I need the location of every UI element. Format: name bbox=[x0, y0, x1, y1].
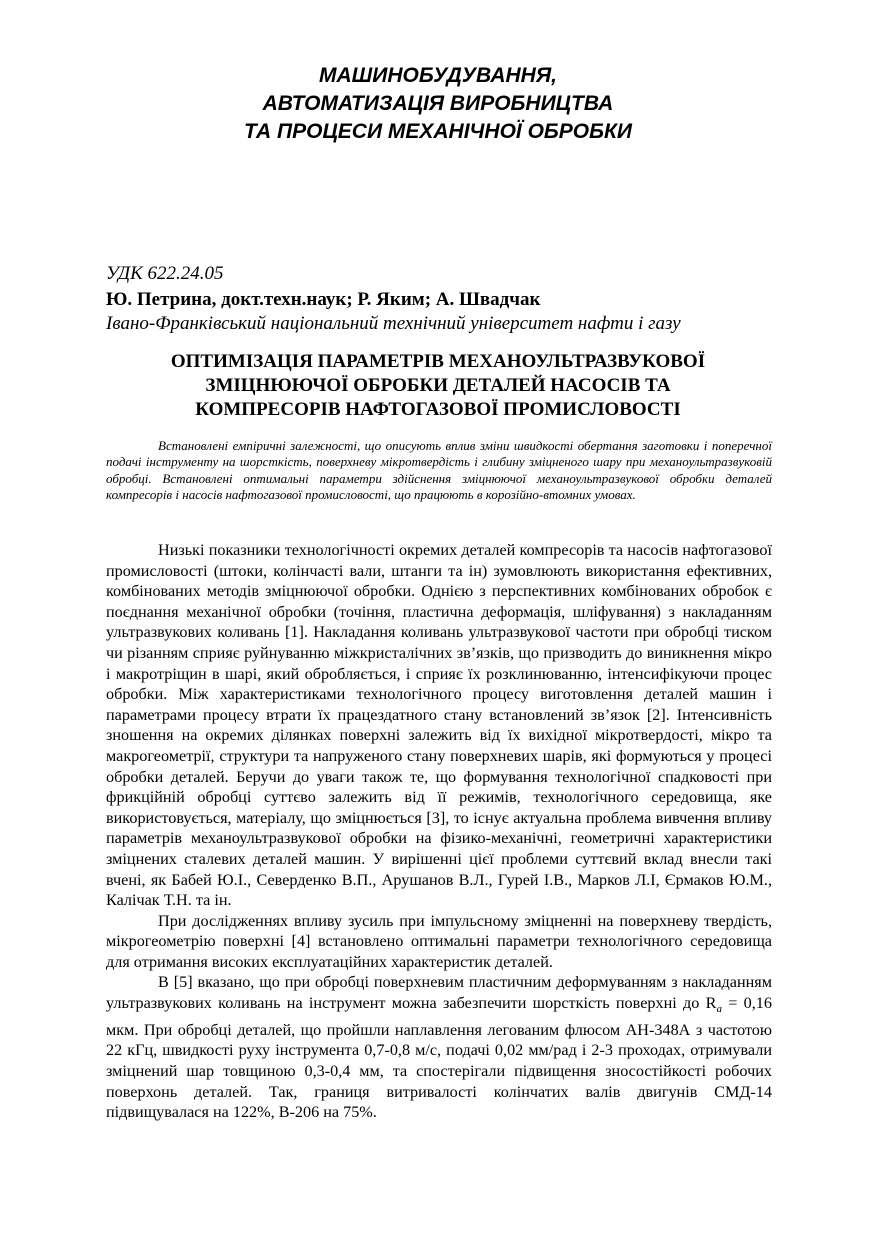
paragraph-3 bbox=[106, 972, 772, 1122]
authors: Ю. Петрина, докт.техн.наук; Р. Яким; А. Швадчак bbox=[106, 289, 541, 310]
paper-title bbox=[0, 350, 876, 422]
section-heading-line: АВТОМАТИЗАЦІЯ ВИРОБНИЦТВА bbox=[262, 92, 614, 115]
section-heading bbox=[0, 62, 876, 146]
paragraph-2: При дослідженнях впливу зусиль при імпульсному зміцненні на поверхневу твердість, мікрогеометрію поверхні [4] встановлено оптимальні параметри технологічного середовища для отримання високих експлуатаційних характеристик деталей. bbox=[106, 911, 772, 971]
body-text bbox=[106, 540, 772, 1123]
paragraph-3-end: = 0,16 мкм. При обробці деталей, що пройшли наплавлення легованим флюсом АН-348А з частотою 22 кГц, швидкості руху інструмента 0,7-0,8 м/с, подачі 0,02 мм/рад і 2-3 проходах, отримували зміцнений шар товщиною 0,3-0,4 мм, та спостерігали підвищення зносостійкості робочих поверхонь деталей. Так, границя витривалості колінчатих валів двигунів СМД-14 підвищувалася на 122%, В-206 на 75%. bbox=[106, 994, 772, 1122]
paper-title-line: КОМПРЕСОРІВ НАФТОГАЗОВОЇ ПРОМИСЛОВОСТІ bbox=[195, 399, 681, 420]
paper-title-line: ОПТИМІЗАЦІЯ ПАРАМЕТРІВ МЕХАНОУЛЬТРАЗВУКОВОЇ bbox=[170, 351, 706, 372]
paragraph-1: Низькі показники технологічності окремих деталей компресорів та насосів нафтогазової промисловості (штоки, колінчасті вали, штанги та ін) зумовлюють використання ефективних, комбінованих методів зміцнюючої обробки. Однією з перспективних комбінованих обробок є поєднання механічної обробки (точіння, пластична деформація, шліфування) з накладанням ультразвукових коливань [1]. Накладання коливань ультразвукової частоти при обробці тиском чи різанням сприяє руйнуванню міжкристалічних зв’язків, що призводить до виникнення мікро і макротріщин в шарі, який обробляється, і сприяє їх розклинюванню, інтенсифікуючи процес обробки. Між характеристиками технологічного процесу виготовлення деталей машин і параметрами процесу втрати їх працездатного стану встановлений зв’язок [2]. Інтенсивність зношення на окремих ділянках поверхні залежить від їх вихідної мікротвердості, мікро та макрогеометрії, структури та напруженого стану поверхневих шарів, які формуються у процесі обробки деталей. Беручи до уваги також те, що формування технологічної спадковості при фрикційній обробці суттєво залежить від її режимів, технологічного середовища, яке використовується, матеріалу, що зміцнюється [3], то існує актуальна проблема вивчення впливу параметрів механоультразвукової обробки на фізико-механічні, геометричні характеристики зміцнених сталевих деталей машин. У вирішенні цієї проблеми суттєвий вклад внесли такі вчені, як Бабей Ю.І., Северденко В.П., Арушанов В.Л., Гурей І.В., Марков Л.І, Єрмаков Ю.М., Калічак Т.Н. та ін. bbox=[106, 541, 772, 910]
abstract: Встановлені емпіричні залежності, що описують вплив зміни швидкості обертання заготовки і поперечної подачі інструменту на шорсткість, поверхневу мікротвердість і глибину зміцненого шару при механоультразвуковій обробці. Встановлені оптимальні параметри здійснення зміцнюючої механоультразвукової обробки деталей компресорів і насосів нафтогазової промисловості, що працюють в корозійно-втомних умовах. bbox=[106, 438, 772, 503]
udk-code: УДК 622.24.05 bbox=[106, 263, 224, 284]
section-heading-line: МАШИНОБУДУВАННЯ, bbox=[319, 64, 557, 87]
roughness-subscript: a bbox=[716, 1003, 722, 1016]
paragraph-3-start: В [5] вказано, що при обробці поверхневим пластичним деформуванням з накладанням ультразвукових коливань на інструмент можна забезпечити шорсткість поверхні до R bbox=[106, 973, 772, 1013]
paper-title-line: ЗМІЦНЮЮЧОЇ ОБРОБКИ ДЕТАЛЕЙ НАСОСІВ ТА bbox=[205, 375, 671, 396]
section-heading-line: ТА ПРОЦЕСИ МЕХАНІЧНОЇ ОБРОБКИ bbox=[243, 120, 633, 143]
affiliation: Івано-Франківський національний технічний університет нафти і газу bbox=[106, 313, 681, 334]
